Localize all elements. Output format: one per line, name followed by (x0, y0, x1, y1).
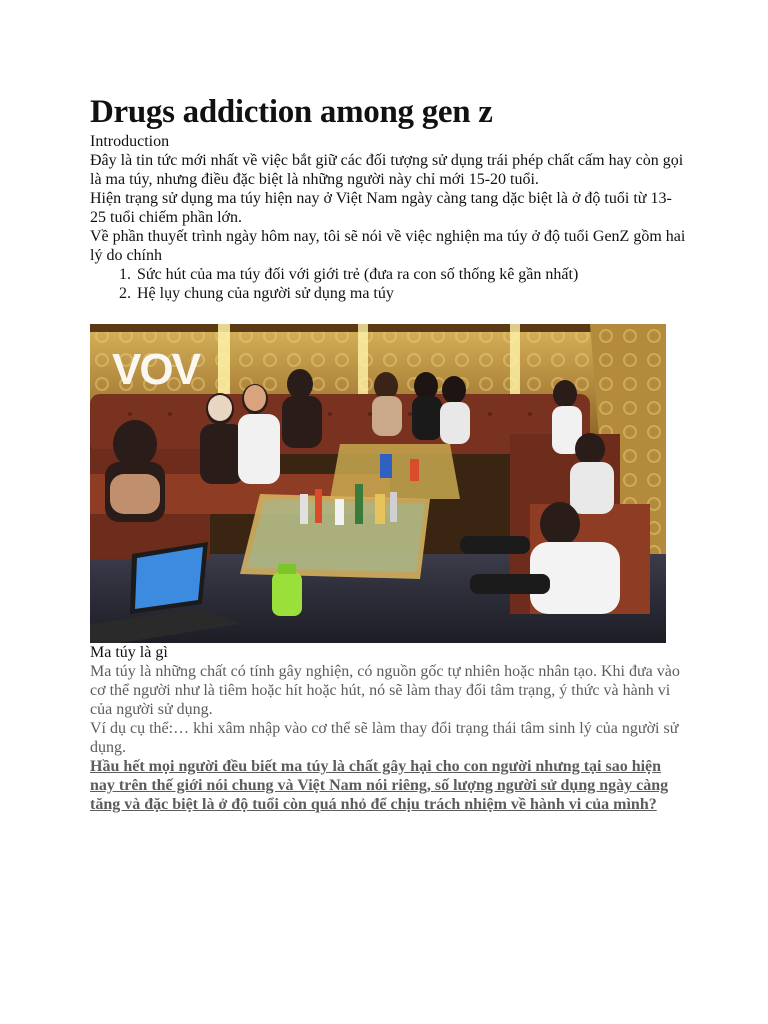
definition-paragraph-2: Ví dụ cụ thể:… khi xâm nhập vào cơ thể sẽ làm thay đổi trạng thái tâm sinh lý của người sử dụng. (90, 720, 679, 756)
intro-paragraph-3: Về phần thuyết trình ngày hôm nay, tôi sẽ nói về việc nghiện ma túy ở độ tuổi GenZ gồm hai lý do chính (90, 228, 686, 264)
question-paragraph: Hầu hết mọi người đều biết ma túy là chất gây hại cho con người nhưng tại sao hiện nay trên thế giới nói chung và Việt Nam nói riêng, số lượng người sử dụng ngày càng tăng và đặc biệt là ở độ tuổi còn quá nhỏ để chịu trách nhiệm về hành vi của mình? (90, 758, 669, 813)
list-item: 1. Sức hút của ma túy đối với giới trẻ (đưa ra con số thống kê gần nhất) (135, 265, 686, 284)
intro-section (90, 132, 686, 303)
section2-heading: Ma túy là gì (90, 644, 168, 661)
intro-paragraph-2: Hiện trạng sử dụng ma túy hiện nay ở Việt Nam ngày càng tang dặc biệt là ở độ tuổi từ 13-25 tuổi chiếm phần lớn. (90, 190, 672, 226)
photo-illustration (90, 324, 666, 643)
list-item: 2. Hệ lụy chung của người sử dụng ma túy (135, 284, 686, 303)
document-title: Drugs addiction among gen z (90, 94, 493, 130)
karaoke-room-photo (90, 324, 666, 643)
intro-heading: Introduction (90, 133, 170, 150)
definition-section (90, 643, 686, 814)
vov-watermark: VOV (112, 345, 199, 394)
intro-paragraph-1: Đây là tin tức mới nhất về việc bắt giữ các đối tượng sử dụng trái phép chất cấm hay còn gọi là ma túy, nhưng điều đặc biệt là những người này chỉ mới 15-20 tuổi. (90, 152, 684, 188)
reasons-list (90, 265, 686, 303)
definition-paragraph-1: Ma túy là những chất có tính gây nghiện, có nguồn gốc tự nhiên hoặc nhân tạo. Khi đưa vào cơ thể người như là tiêm hoặc hít hoặc hút, nó sẽ làm thay đổi tâm trạng, ý thức và hành vi của người sử dụng. (90, 663, 680, 718)
